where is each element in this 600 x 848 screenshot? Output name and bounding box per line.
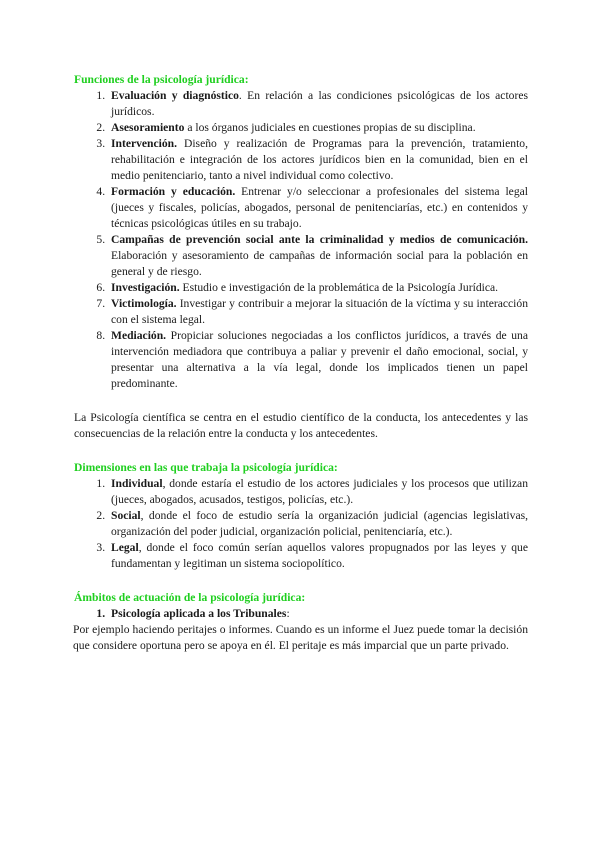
- heading-dimensiones: Dimensiones en las que trabaja la psicología jurídica:: [74, 461, 338, 474]
- list-item: 2. Asesoramiento a los órganos judiciales en cuestiones propias de su disciplina.: [108, 120, 528, 136]
- section-ambitos: [74, 590, 528, 654]
- list-dimensiones: [74, 476, 528, 572]
- list-item: 3. Legal, donde el foco común serían aquellos valores propugnados por las leyes y que fundamentan y legitiman un sistema sociopolítico.: [108, 540, 528, 572]
- body-paragraph: La Psicología científica se centra en el estudio científico de la conducta, los antecedentes y las consecuencias de la relación entre la conducta y los antecedentes.: [74, 411, 528, 440]
- list-item: 1. Evaluación y diagnóstico. En relación a las condiciones psicológicas de los actores jurídicos.: [108, 88, 528, 120]
- list-item: 2. Social, donde el foco de estudio sería la organización judicial (agencias legislativas, organización del poder judicial, organización policial, penitenciaría, etc.).: [108, 508, 528, 540]
- list-ambitos: [74, 606, 528, 622]
- list-item: 1. Psicología aplicada a los Tribunales:: [108, 606, 528, 622]
- heading-ambitos: Ámbitos de actuación de la psicología jurídica:: [74, 591, 306, 604]
- list-item: 4. Formación y educación. Entrenar y/o seleccionar a profesionales del sistema legal (jueces y fiscales, policías, abogados, personal de penitenciarías, etc.) en contenidos y técnicas psicológicas útiles en su trabajo.: [108, 184, 528, 232]
- list-item: 8. Mediación. Propiciar soluciones negociadas a los conflictos jurídicos, a través de una intervención mediadora que contribuya a paliar y prevenir el daño emocional, social, y presentar una alternativa a la vía legal, donde los implicados tienen un papel predominante.: [108, 328, 528, 392]
- document-content: [74, 72, 528, 654]
- list-funciones: [74, 88, 528, 392]
- list-item: 1. Individual, donde estaría el estudio de los actores judiciales y los procesos que utilizan (jueces, abogados, acusados, testigos, policías, etc.).: [108, 476, 528, 508]
- heading-funciones: Funciones de la psicología jurídica:: [74, 73, 249, 86]
- list-item: 5. Campañas de prevención social ante la criminalidad y medios de comunicación. Elaboración y asesoramiento de campañas de información social para la población en general y de riesgo.: [108, 232, 528, 280]
- ambitos-paragraph: Por ejemplo haciendo peritajes o informes. Cuando es un informe el Juez puede tomar la decisión que considere oportuna pero se apoya en él. El peritaje es más imparcial que un parte privado.: [73, 623, 528, 652]
- list-item: 6. Investigación. Estudio e investigación de la problemática de la Psicología Jurídica.: [108, 280, 528, 296]
- list-item: 7. Victimología. Investigar y contribuir a mejorar la situación de la víctima y su interacción con el sistema legal.: [108, 296, 528, 328]
- list-item: 3. Intervención. Diseño y realización de Programas para la prevención, tratamiento, rehabilitación e integración de los actores jurídicos bien en la comunidad, bien en el medio penitenciario, tanto a nivel individual como colectivo.: [108, 136, 528, 184]
